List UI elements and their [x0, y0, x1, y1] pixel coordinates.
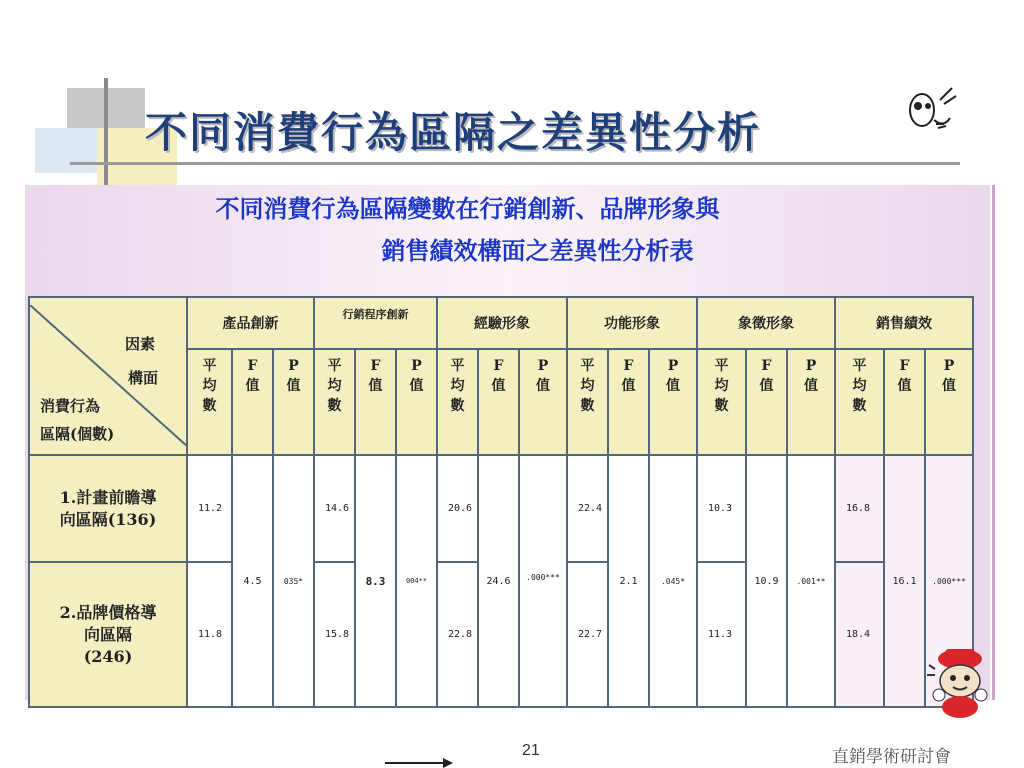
mean-cell: 11.2 — [187, 455, 232, 562]
analysis-table — [28, 296, 974, 708]
corner-count-label: 區隔(個數) — [40, 425, 115, 443]
footer-organization: 直銷學術研討會 — [832, 747, 951, 766]
bee-icon — [900, 80, 960, 140]
group-product-innovation: 產品創新 — [187, 297, 314, 349]
subheader-mean: 平均數 — [835, 349, 884, 455]
subheader-f: F值 — [746, 349, 787, 455]
corner-dimension-label: 構面 — [128, 369, 159, 387]
group-symbolic-image: 象徵形象 — [697, 297, 835, 349]
mean-cell: 22.4 — [567, 455, 608, 562]
corner-cell — [29, 297, 187, 455]
group-sales-performance: 銷售績效 — [835, 297, 973, 349]
p-value-cell: .001** — [787, 455, 835, 707]
f-value-cell: 10.9 — [746, 455, 787, 707]
subheader-mean: 平均數 — [437, 349, 478, 455]
p-value-cell: 035* — [273, 455, 314, 707]
subheader-mean: 平均數 — [567, 349, 608, 455]
panel-edge — [992, 185, 995, 700]
corner-segment-label: 消費行為 — [40, 397, 101, 415]
f-value-cell: 16.1 — [884, 455, 925, 707]
subheader-p: P值 — [519, 349, 567, 455]
subheader-p: P值 — [396, 349, 437, 455]
page-number: 21 — [522, 742, 540, 759]
group-header-row — [29, 297, 973, 349]
mean-cell: 18.4 — [835, 562, 884, 707]
mascot-icon — [925, 645, 995, 720]
decor-vertical-line — [104, 78, 108, 188]
corner-factor-label: 因素 — [125, 335, 156, 353]
subheader-f: F值 — [478, 349, 519, 455]
subheader-f: F值 — [355, 349, 396, 455]
subheader-f: F值 — [232, 349, 273, 455]
slide-title: 不同消費行為區隔之差異性分析 — [145, 108, 762, 157]
decor-square-blue — [35, 128, 97, 173]
group-functional-image: 功能形象 — [567, 297, 697, 349]
p-value-cell: 004** — [396, 455, 437, 707]
subheader-f: F值 — [884, 349, 925, 455]
row-label-segment-2: 2.品牌價格導 向區隔 (246) — [29, 562, 187, 707]
subheader-f: F值 — [608, 349, 649, 455]
mean-cell: 22.7 — [567, 562, 608, 707]
f-value-cell: 8.3 — [355, 455, 396, 707]
mean-cell: 10.3 — [697, 455, 746, 562]
mean-cell: 11.8 — [187, 562, 232, 707]
f-value-cell: 24.6 — [478, 455, 519, 707]
subheader-mean: 平均數 — [697, 349, 746, 455]
subheader-p: P值 — [787, 349, 835, 455]
mean-cell: 20.6 — [437, 455, 478, 562]
subheader-p: P值 — [925, 349, 973, 455]
f-value-cell: 4.5 — [232, 455, 273, 707]
subheader-mean: 平均數 — [314, 349, 355, 455]
mean-cell: 15.8 — [314, 562, 355, 707]
table-row — [29, 455, 973, 562]
subheader-p: P值 — [649, 349, 697, 455]
table-caption-line2: 銷售績效構面之差異性分析表 — [381, 236, 694, 265]
p-value-cell: .000*** — [925, 455, 973, 707]
p-value-cell: .000*** — [519, 455, 567, 707]
mean-cell: 22.8 — [437, 562, 478, 707]
arrow-icon — [385, 757, 455, 768]
subheader-mean: 平均數 — [187, 349, 232, 455]
p-value-cell: .045* — [649, 455, 697, 707]
group-marketing-process-innovation: 行銷程序創新 — [314, 297, 437, 349]
mean-cell: 14.6 — [314, 455, 355, 562]
mean-cell: 11.3 — [697, 562, 746, 707]
group-experiential-image: 經驗形象 — [437, 297, 567, 349]
subheader-p: P值 — [273, 349, 314, 455]
row-label-segment-1: 1.計畫前瞻導 向區隔(136) — [29, 455, 187, 562]
f-value-cell: 2.1 — [608, 455, 649, 707]
title-underline — [70, 162, 960, 165]
table-caption-line1: 不同消費行為區隔變數在行銷創新、品牌形象與 — [215, 194, 720, 223]
mean-cell: 16.8 — [835, 455, 884, 562]
